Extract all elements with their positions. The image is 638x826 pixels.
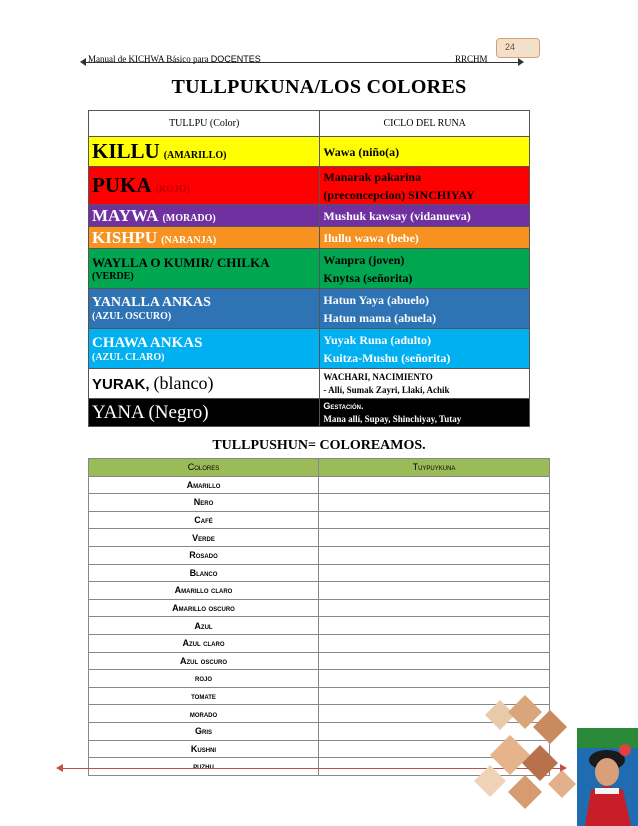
color-spanish: (AZUL OSCURO) — [92, 311, 172, 322]
coloring-row — [89, 564, 550, 582]
color-row-puka — [89, 167, 530, 205]
header-author: RRCHM — [455, 54, 488, 64]
coloring-blank-cell[interactable] — [319, 599, 550, 617]
coloring-row — [89, 634, 550, 652]
color-cell — [89, 399, 320, 427]
coloring-row — [89, 476, 550, 494]
color-label-cell: Azul claro — [89, 634, 319, 652]
color-row-maywa — [89, 205, 530, 227]
color-label-cell: Azul — [89, 617, 319, 635]
cycle-cell — [320, 249, 530, 289]
coloring-table-header — [89, 459, 550, 477]
color-name: MAYWA — [92, 205, 159, 225]
color-cell — [89, 137, 320, 167]
cycle-text: Ilullu wawa (bebe) — [323, 230, 419, 245]
color-row-yana — [89, 399, 530, 427]
coloring-blank-cell[interactable] — [319, 546, 550, 564]
coloring-blank-cell[interactable] — [319, 564, 550, 582]
cycle-cell — [320, 329, 530, 369]
cycle-text-2: Mana allí, Supay, Shinchiyay, Tutay — [323, 413, 462, 424]
color-label-cell: Amarillo — [89, 476, 319, 494]
header-title-part: Manual de KICHWA Básico para — [88, 54, 211, 64]
coloring-blank-cell[interactable] — [319, 617, 550, 635]
coloring-row — [89, 511, 550, 529]
color-cell — [89, 167, 320, 205]
cycle-cell — [320, 369, 530, 399]
coloring-row — [89, 546, 550, 564]
cycle-text-2: - Allí, Sumak Zayri, Llaki, Achik — [323, 384, 450, 395]
color-spanish: (MORADO) — [162, 212, 216, 224]
header-title-docentes: DOCENTES — [210, 54, 261, 64]
cycle-cell — [320, 289, 530, 329]
color-label-cell: puzhu — [89, 758, 319, 776]
header-colores: Colores — [89, 459, 319, 477]
coloring-row — [89, 652, 550, 670]
coloring-blank-cell[interactable] — [319, 511, 550, 529]
section-subtitle: TULLPUSHUN= COLOREAMOS. — [212, 438, 426, 453]
color-label-cell: Nero — [89, 494, 319, 512]
coloring-blank-cell[interactable] — [319, 476, 550, 494]
cycle-text-2: (preconcepcion) SINCHIYAY — [323, 187, 475, 202]
cycle-text: Hatun Yaya (abuelo) — [323, 292, 429, 307]
cycle-text-2: Hatun mama (abuela) — [323, 310, 437, 325]
coloring-blank-cell[interactable] — [319, 529, 550, 547]
color-cell — [89, 289, 320, 329]
cycle-text: Yuyak Runa (adulto) — [323, 332, 432, 347]
cycle-cell — [320, 227, 530, 249]
cycle-text: Mushuk kawsay (vidanueva) — [323, 208, 471, 223]
color-label-cell: Amarillo claro — [89, 582, 319, 600]
coloring-blank-cell[interactable] — [319, 634, 550, 652]
decorative-diamonds-icon — [470, 690, 580, 810]
coloring-blank-cell[interactable] — [319, 652, 550, 670]
color-spanish: (blanco) — [153, 373, 214, 393]
coloring-row — [89, 617, 550, 635]
colors-table — [88, 110, 530, 427]
header-divider — [82, 62, 522, 63]
color-cell — [89, 329, 320, 369]
coloring-row — [89, 582, 550, 600]
color-label-cell: tomate — [89, 687, 319, 705]
color-row-yurak — [89, 369, 530, 399]
color-name: KILLU — [92, 139, 160, 163]
cycle-text-2: Kuitza-Mushu (señorita) — [323, 350, 451, 365]
color-row-killu — [89, 137, 530, 167]
color-row-yanalla-ankas — [89, 289, 530, 329]
color-spanish: (NARANJA) — [161, 234, 217, 246]
color-label-cell: Rosado — [89, 546, 319, 564]
page-title: TULLPUKUNA/LOS COLORES — [171, 76, 467, 98]
header-cycle: CICLO DEL RUNA — [320, 111, 530, 137]
coloring-row — [89, 670, 550, 688]
color-name: KISHPU — [92, 227, 158, 247]
color-cell — [89, 249, 320, 289]
color-label-cell: rojo — [89, 670, 319, 688]
color-name: YANALLA ANKAS — [92, 295, 211, 310]
student-photo — [577, 728, 638, 826]
color-label-cell: Verde — [89, 529, 319, 547]
header-color: TULLPU (Color) — [89, 111, 320, 137]
coloring-row — [89, 529, 550, 547]
cycle-text: Wanpra (joven) — [323, 252, 405, 267]
color-spanish: (VERDE) — [92, 271, 134, 282]
color-cell — [89, 227, 320, 249]
color-label-cell: Blanco — [89, 564, 319, 582]
coloring-row — [89, 599, 550, 617]
color-name: CHAWA ANKAS — [92, 334, 203, 351]
header-arrow-right-icon — [518, 58, 524, 66]
page-number-badge: 24 — [496, 38, 540, 58]
color-name: YURAK, — [92, 376, 150, 393]
color-label-cell: Amarillo oscuro — [89, 599, 319, 617]
coloring-blank-cell[interactable] — [319, 582, 550, 600]
colors-table-header — [89, 111, 530, 137]
color-name: WAYLLA O KUMIR/ CHILKA — [92, 255, 270, 270]
header-arrow-left-icon — [80, 58, 86, 66]
color-row-waylla — [89, 249, 530, 289]
cycle-cell — [320, 399, 530, 427]
color-label-cell: Kushni — [89, 740, 319, 758]
color-cell — [89, 369, 320, 399]
color-name: YANA (Negro) — [92, 401, 209, 423]
color-label-cell: morado — [89, 705, 319, 723]
cycle-text: WACHARI, NACIMIENTO — [323, 371, 433, 382]
cycle-cell — [320, 205, 530, 227]
color-row-chawa-ankas — [89, 329, 530, 369]
color-spanish: (ROJO) — [155, 184, 190, 195]
color-label-cell: Gris — [89, 722, 319, 740]
color-cell — [89, 205, 320, 227]
cycle-text-2: Knytsa (señorita) — [323, 270, 413, 285]
cycle-cell — [320, 167, 530, 205]
cycle-text: Manarak pakarina — [323, 169, 422, 184]
color-label-cell: Café — [89, 511, 319, 529]
header-tuypuykuna: Tuypuykuna — [319, 459, 550, 477]
coloring-blank-cell[interactable] — [319, 670, 550, 688]
cycle-cell — [320, 137, 530, 167]
coloring-blank-cell[interactable] — [319, 494, 550, 512]
coloring-row — [89, 494, 550, 512]
color-spanish: (AMARILLO) — [163, 150, 227, 161]
color-row-kishpu — [89, 227, 530, 249]
color-label-cell: Azul oscuro — [89, 652, 319, 670]
cycle-text: Gestación. — [323, 400, 364, 411]
color-spanish: (AZUL CLARO) — [92, 351, 165, 363]
footer-arrow-left-icon — [56, 764, 63, 772]
color-name: PUKA — [92, 173, 152, 197]
cycle-text: Wawa (niño(a) — [323, 144, 400, 159]
